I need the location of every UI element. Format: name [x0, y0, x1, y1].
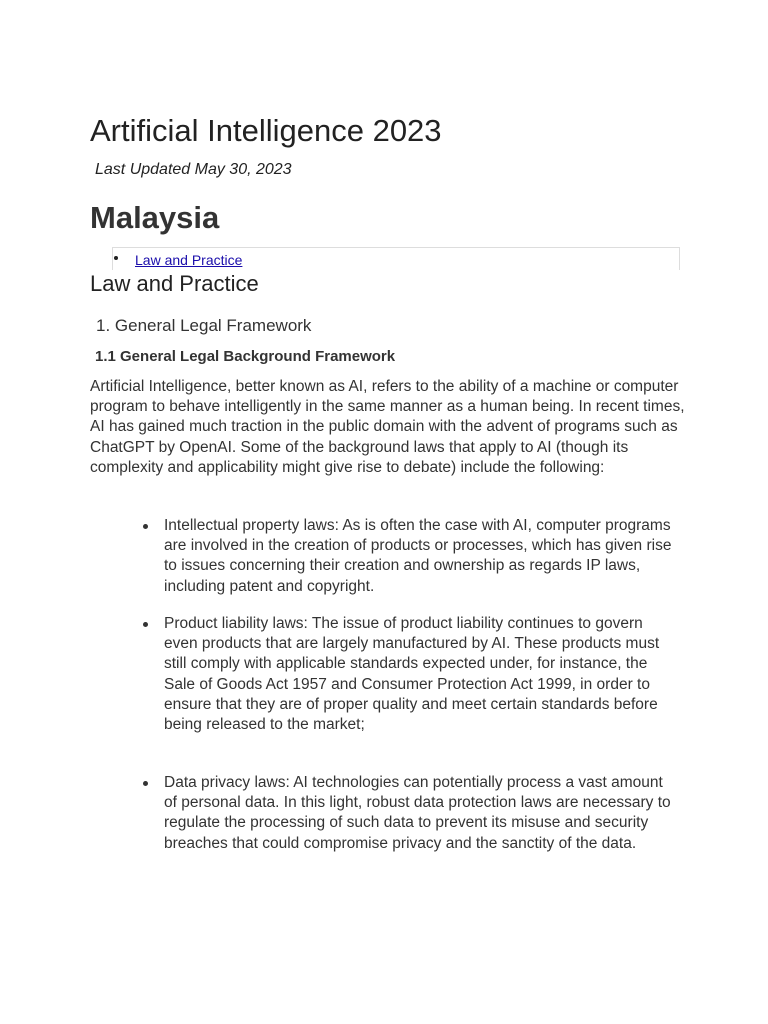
list-item	[164, 773, 676, 854]
list-item-text: Data privacy laws: AI technologies can potentially process a vast amount of personal data. In this light, robust data protection laws are necessary to regulate the processing of such data to prevent its misuse and security breaches that could compromise privacy and the sanctity of the data.	[164, 774, 671, 852]
bullet-icon	[143, 781, 148, 786]
list-item	[164, 516, 676, 597]
country-heading: Malaysia	[90, 200, 220, 235]
list-item-text: Product liability laws: The issue of product liability continues to govern even products that are largely manufactured by AI. These products must still comply with applicable standards expected under, for instance, the Sale of Goods Act 1957 and Consumer Protection Act 1999, in order to ensure that they are of proper quality and meet certain standards before being released to the market;	[164, 615, 660, 734]
intro-paragraph: Artificial Intelligence, better known as AI, refers to the ability of a machine or computer program to behave intelligently in the same manner as a human being. In recent times, AI has gained much traction in the public domain with the advent of programs such as ChatGPT by OpenAI. Some of the background laws that apply to AI (though its complexity and applicability might give rise to debate) include the following:	[90, 378, 685, 476]
toc-link-law-and-practice[interactable]: Law and Practice	[135, 252, 243, 268]
list-item-text: Intellectual property laws: As is often the case with AI, computer programs are involved in the creation of products or processes, which has given rise to issues concerning their creation and ownership as regards IP laws, including patent and copyright.	[164, 517, 672, 595]
document-title: Artificial Intelligence 2023	[90, 113, 442, 148]
bullet-icon	[143, 524, 148, 529]
subsection-title: 1. General Legal Framework	[96, 316, 312, 335]
section-title: Law and Practice	[90, 271, 259, 296]
toc-bullet-icon	[114, 256, 118, 260]
last-updated-date: Last Updated May 30, 2023	[95, 161, 292, 178]
subsubsection-title: 1.1 General Legal Background Framework	[95, 348, 396, 365]
bullet-icon	[143, 622, 148, 627]
list-item	[164, 614, 676, 735]
